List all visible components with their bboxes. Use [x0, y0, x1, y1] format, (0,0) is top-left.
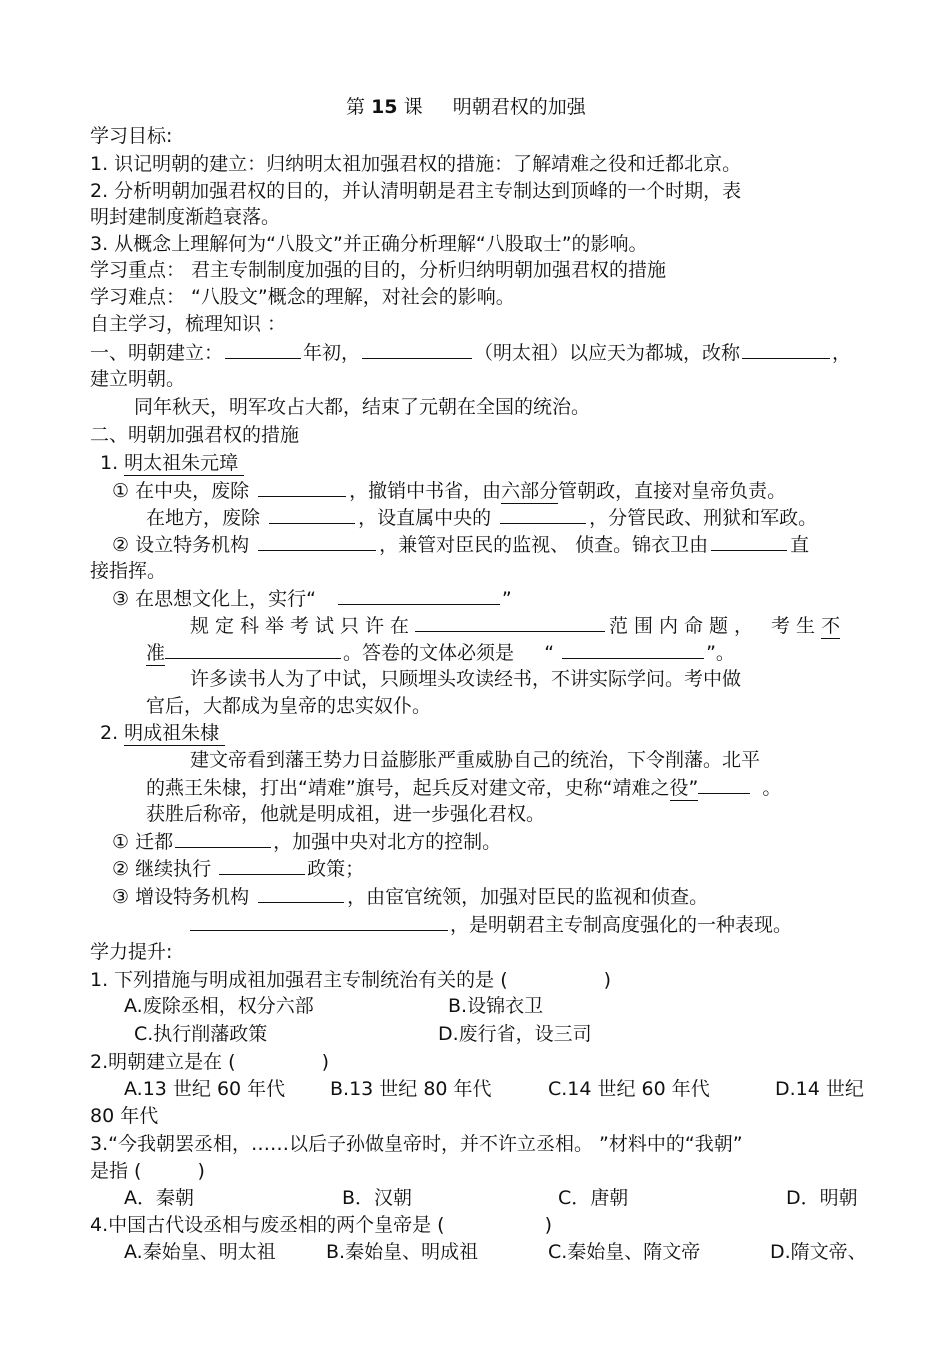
n2-line — [112, 856, 364, 881]
blank-essay-style[interactable] — [562, 640, 704, 659]
m1-text-g: ，分管民政、刑狱和军政。 — [589, 507, 818, 529]
person-2-num: 2. — [100, 722, 125, 744]
section-2-heading: 二、明朝加强君权的措施 — [90, 424, 300, 446]
person-2-name: 明成祖朱棣 — [124, 722, 220, 744]
m3-text-k: 官后，大都成为皇帝的忠实奴仆。 — [146, 695, 432, 717]
m1-text-e: 在地方，废除 — [146, 507, 261, 529]
q2-close: ) — [321, 1051, 330, 1073]
p2-text-a: 建文帝看到藩王势力日益膨胀严重威胁自己的统治，下令削藩。北平 — [190, 749, 761, 771]
m2-text-c: 直 — [790, 534, 810, 556]
blank-expression[interactable] — [190, 912, 448, 931]
s1-text-e: 建立明朝。 — [90, 368, 186, 390]
m3-text-i: ”。 — [706, 642, 735, 664]
q2-option-b[interactable]: B.13 世纪 80 年代 — [330, 1078, 492, 1100]
objectives-heading: 学习目标: — [90, 125, 173, 147]
q4-option-a[interactable]: A.秦始皇、明太祖 — [124, 1241, 276, 1263]
m1-text-a: ① 在中央，废除 — [112, 480, 250, 502]
person-1-name: 明太祖朱元璋 — [124, 452, 239, 474]
n3-text-b: ，由宦官统领，加强对臣民的监视和侦查。 — [347, 886, 709, 908]
m3-text-d: 范围内命题， 考生 — [609, 615, 822, 637]
difficult-points: 学习难点： “八股文”概念的理解，对社会的影响。 — [90, 286, 515, 308]
blank-exam-scope[interactable] — [415, 613, 605, 632]
n1-text-a: ① 迁都 — [112, 831, 174, 853]
q1-option-b[interactable]: B.设锦衣卫 — [448, 995, 544, 1017]
person-1 — [100, 451, 244, 475]
measure-3-line-3 — [146, 640, 735, 665]
q1-close: ) — [603, 969, 612, 991]
m2-text-d: 接指挥。 — [90, 560, 167, 582]
q3-option-c[interactable]: C．唐朝 — [558, 1187, 629, 1209]
blank-exam-restriction[interactable] — [165, 640, 341, 659]
p2-text-b: 的燕王朱棣，打出“靖难”旗号，起兵反对建文帝，史称“靖难之 — [146, 777, 670, 799]
measure-3-line-2 — [190, 613, 840, 638]
s1-text-b: 年初， — [303, 342, 361, 364]
n4-text: ，是明朝君主专制高度强化的一种表现。 — [450, 914, 793, 936]
q2-stem — [90, 1050, 329, 1074]
q1-stem-text: 1. 下列措施与明成祖加强君主专制统治有关的是 ( — [90, 969, 508, 991]
q4-stem — [90, 1213, 552, 1237]
person-2 — [100, 721, 225, 745]
m3-text-h: “ — [544, 642, 555, 664]
blank-new-agency[interactable] — [258, 884, 344, 903]
title-prefix: 第 — [346, 96, 366, 118]
blank-founder[interactable] — [362, 340, 472, 359]
blank-capital[interactable] — [742, 340, 830, 359]
blank-new-capital[interactable] — [175, 829, 271, 848]
key-points: 学习重点： 君主专制制度加强的目的，分析归纳明朝加强君权的措施 — [90, 259, 667, 281]
q3-stem: 3.“今我朝罢丞相，……以后子孙做皇帝时，并不许立丞相。 ”材料中的“我朝” — [90, 1133, 743, 1155]
q3-close: ) — [197, 1160, 205, 1182]
lesson-number: 15 — [371, 96, 398, 118]
n2-text-b: 政策； — [307, 858, 365, 880]
objective-1: 1. 识记明朝的建立：归纳明太祖加强君权的措施：了解靖难之役和迁都北京。 — [90, 153, 742, 175]
q2-stem-text: 2.明朝建立是在 ( — [90, 1051, 236, 1073]
q1-option-a[interactable]: A.废除丞相，权分六部 — [124, 995, 314, 1017]
s1-label: 一、明朝建立： — [90, 342, 224, 364]
q2-option-a[interactable]: A.13 世纪 60 年代 — [124, 1078, 286, 1100]
p2-text-e: 获胜后称帝，他就是明成祖，进一步强化君权。 — [146, 803, 546, 825]
q3-stem-2-text: 是指 ( — [90, 1160, 142, 1182]
q3-option-d[interactable]: D．明朝 — [786, 1187, 858, 1209]
blank-secret-agency[interactable] — [258, 532, 376, 551]
n4-line — [190, 912, 792, 937]
m1-text-c: 六部分 — [501, 480, 559, 502]
lesson-name: 明朝君权的加强 — [452, 96, 586, 118]
n1-text-b: ，加强中央对北方的控制。 — [273, 831, 502, 853]
q2-option-d[interactable]: D.14 世纪 — [775, 1078, 864, 1100]
exercises-heading: 学力提升: — [90, 941, 173, 963]
measure-1-line — [112, 478, 786, 503]
title-mid: 课 — [403, 96, 423, 118]
s1-text-c: （明太祖）以应天为都城，改称 — [474, 342, 741, 364]
self-study-heading: 自主学习，梳理知识 ： — [90, 313, 287, 335]
n1-line — [112, 829, 501, 854]
m1-text-b: ，撤销中书省，由 — [349, 480, 502, 502]
m3-text-a: ③ 在思想文化上，实行“ — [112, 588, 316, 610]
q3-option-b[interactable]: B．汉朝 — [342, 1187, 413, 1209]
page-title — [346, 95, 586, 119]
q4-option-c[interactable]: C.秦始皇、隋文帝 — [548, 1241, 701, 1263]
m1-text-d: 管朝政，直接对皇帝负责。 — [558, 480, 787, 502]
objective-2: 2. 分析明朝加强君权的目的，并认清明朝是君主专制达到顶峰的一个时期，表 — [90, 180, 742, 202]
q2-option-d-cont: 80 年代 — [90, 1105, 159, 1127]
s1-text-d: ， — [832, 342, 852, 364]
blank-local-office[interactable] — [500, 505, 586, 524]
blank-abolish-local[interactable] — [269, 505, 355, 524]
q3-option-a[interactable]: A．秦朝 — [124, 1187, 194, 1209]
objective-2-cont: 明封建制度渐趋衰落。 — [90, 206, 281, 228]
m3-text-f: 准 — [146, 642, 166, 664]
n3-text-a: ③ 增设特务机构 — [112, 886, 250, 908]
q2-option-c[interactable]: C.14 世纪 60 年代 — [548, 1078, 710, 1100]
m3-text-g: 。答卷的文体必须是 — [343, 642, 515, 664]
m3-text-e: 不 — [821, 615, 841, 637]
m2-text-b: ，兼管对臣民的监视、 侦查。锦衣卫由 — [379, 534, 709, 556]
blank-jingnan[interactable] — [698, 775, 750, 794]
p2-line-b — [146, 775, 781, 800]
objective-3: 3. 从概念上理解何为“八股文”并正确分析理解“八股取士”的影响。 — [90, 233, 648, 255]
person-1-num: 1. — [100, 452, 125, 474]
m1-text-f: ，设直属中央的 — [358, 507, 492, 529]
blank-commander[interactable] — [711, 532, 787, 551]
s1-text-f: 同年秋天，明军攻占大都，结束了元朝在全国的统治。 — [134, 396, 591, 418]
m3-text-b: ” — [501, 588, 512, 610]
measure-3-line — [112, 586, 512, 611]
blank-abolish-central[interactable] — [258, 478, 346, 497]
q1-stem — [90, 968, 611, 992]
blank-exam-system[interactable] — [338, 586, 500, 605]
p2-text-d: 。 — [762, 777, 782, 799]
p2-text-c: 役” — [669, 777, 699, 799]
q4-close: ) — [544, 1214, 553, 1236]
n3-line — [112, 884, 708, 909]
section-1-line — [90, 340, 851, 365]
measure-1-line-2 — [146, 505, 817, 530]
q3-stem-2 — [90, 1159, 205, 1183]
m3-text-j: 许多读书人为了中试，只顾埋头攻读经书，不讲实际学问。考中做 — [190, 668, 742, 690]
blank-policy[interactable] — [219, 856, 305, 875]
q4-stem-text: 4.中国古代设丞相与废丞相的两个皇帝是 ( — [90, 1214, 445, 1236]
n2-text-a: ② 继续执行 — [112, 858, 212, 880]
q4-option-d[interactable]: D.隋文帝、 — [770, 1241, 867, 1263]
measure-2-line — [112, 532, 809, 557]
q4-option-b[interactable]: B.秦始皇、明成祖 — [326, 1241, 479, 1263]
q1-option-c[interactable]: C.执行削藩政策 — [134, 1023, 268, 1045]
m3-text-c: 规定科举考试只许在 — [190, 615, 416, 637]
m2-text-a: ② 设立特务机构 — [112, 534, 250, 556]
q1-option-d[interactable]: D.废行省，设三司 — [438, 1023, 592, 1045]
blank-year[interactable] — [225, 340, 301, 359]
